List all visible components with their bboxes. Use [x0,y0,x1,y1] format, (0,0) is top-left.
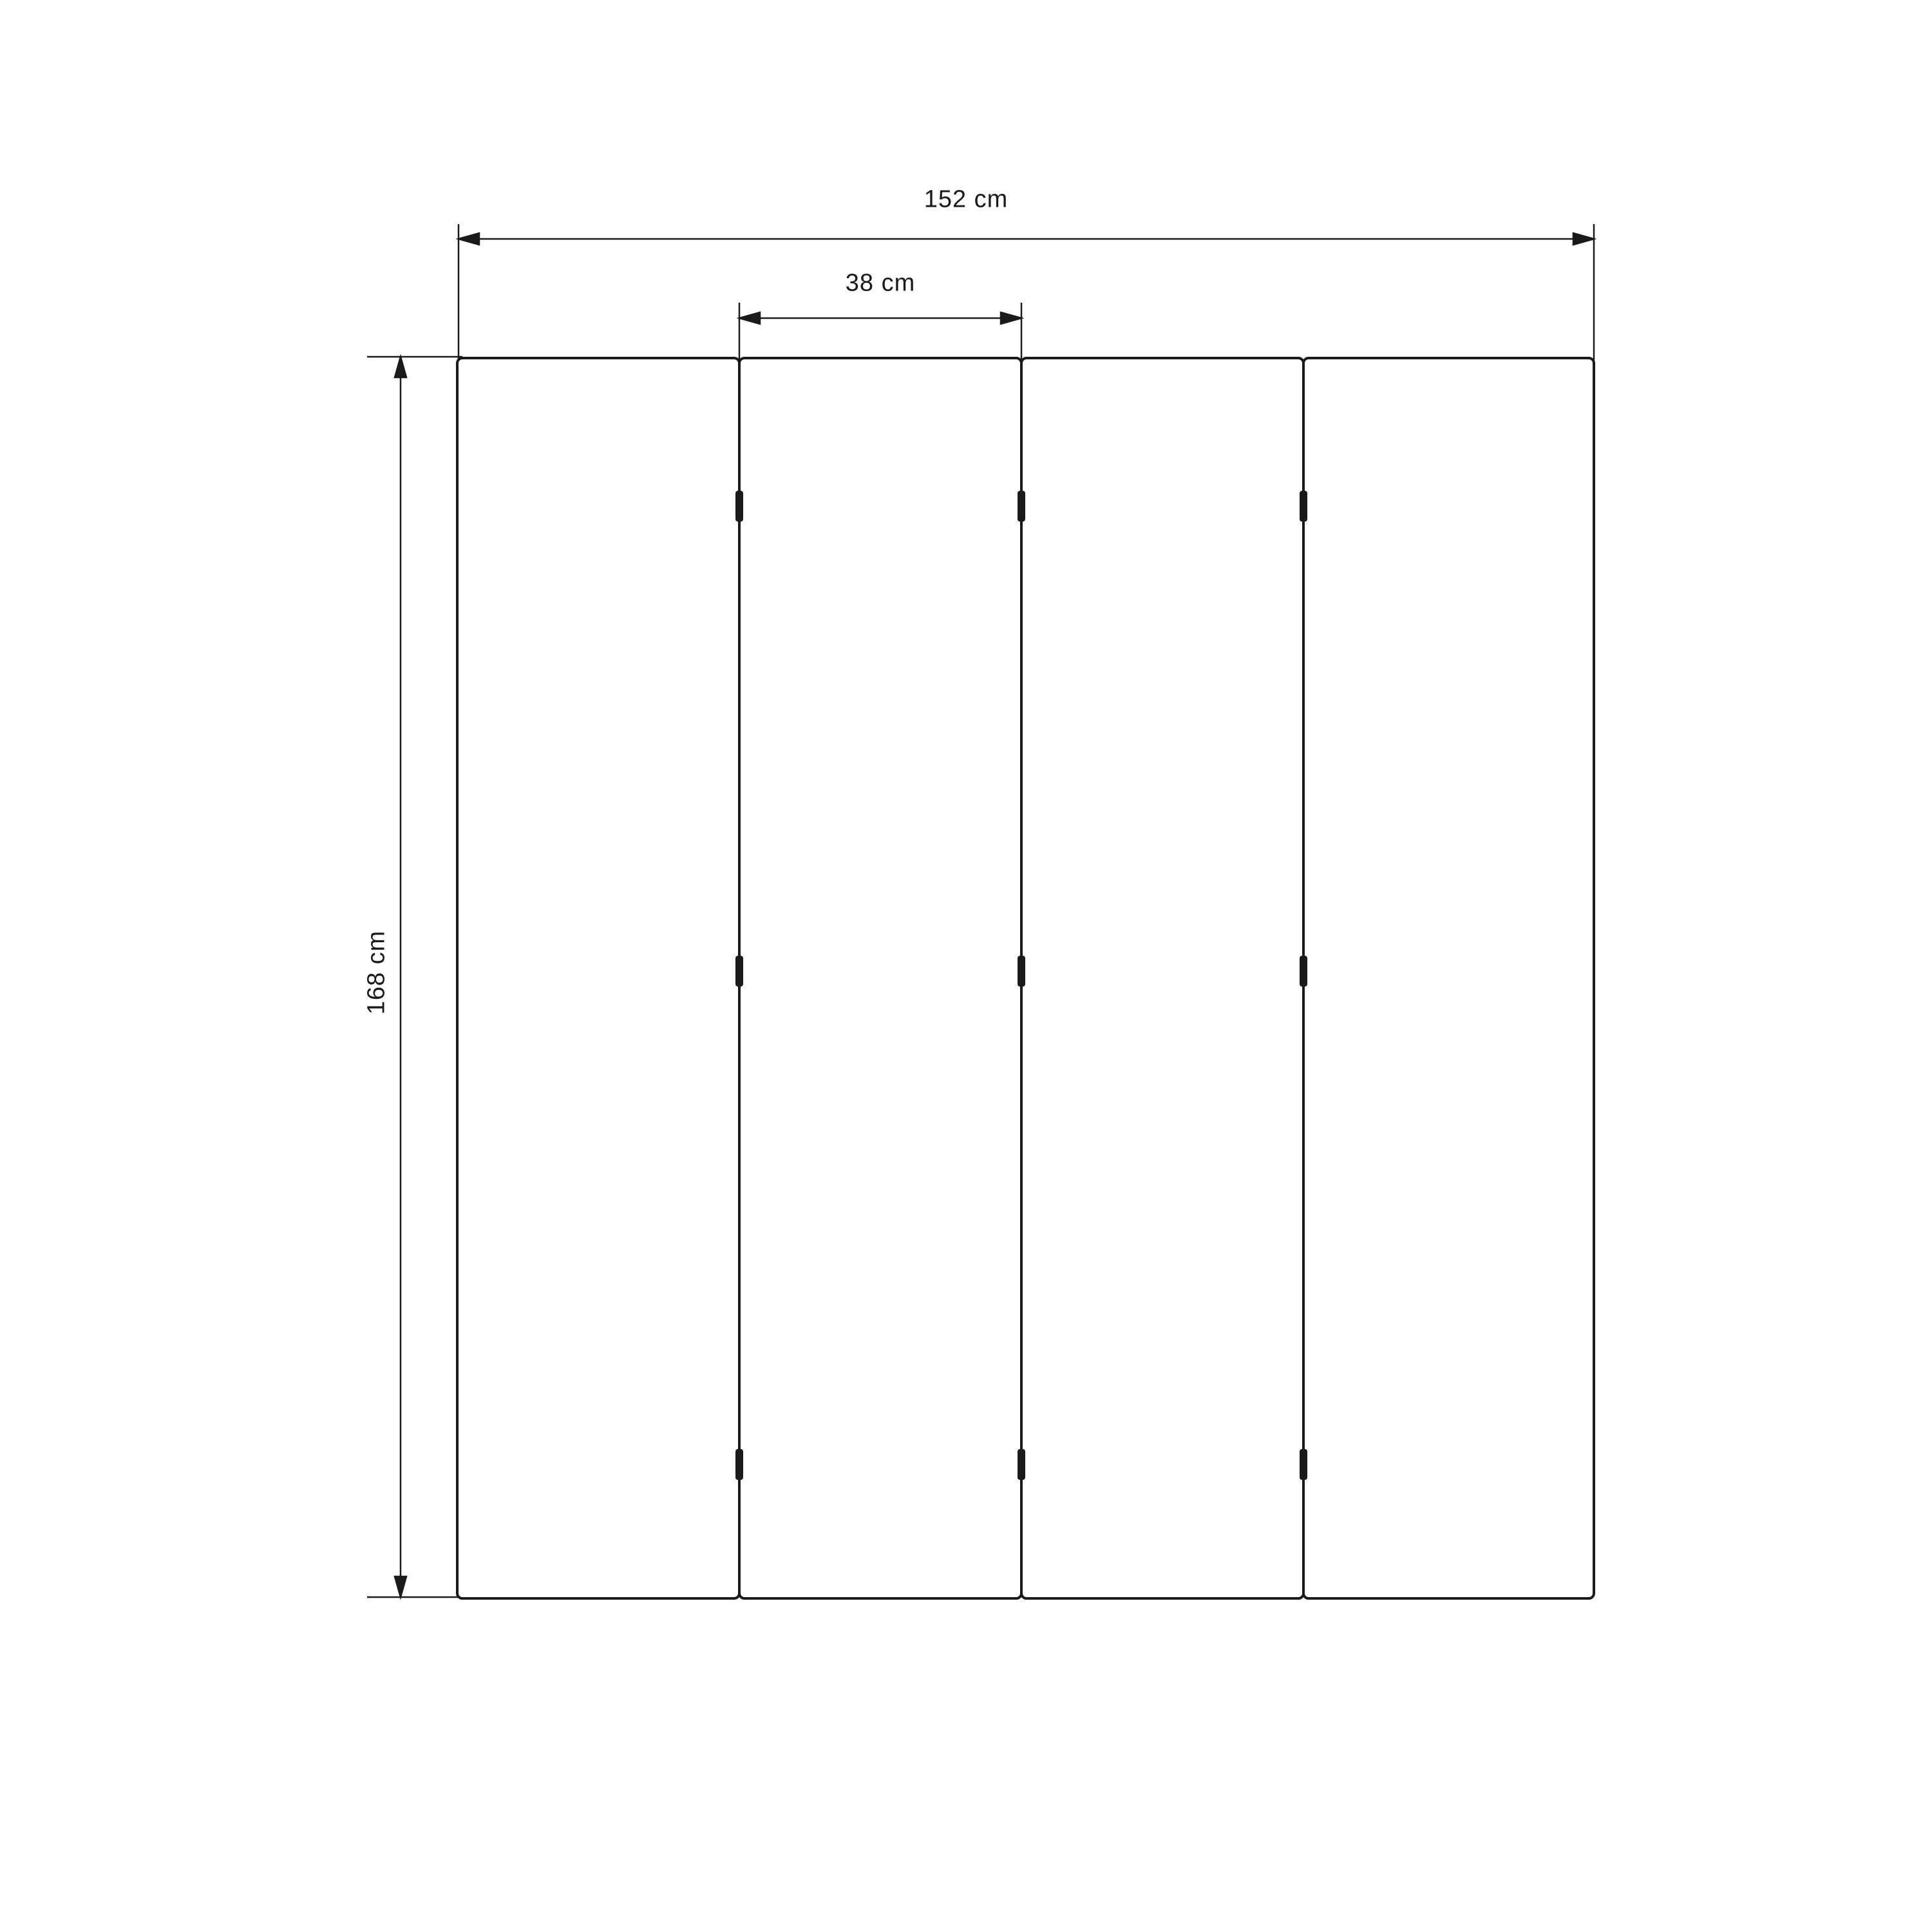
dimension-label-height: 168 cm [363,930,390,1015]
dimension-panel-width [739,312,1021,324]
panel-4[interactable] [1303,358,1594,1598]
hinge-seam3-top [1300,491,1307,522]
panel-1[interactable] [457,358,739,1598]
panel-2[interactable] [739,358,1021,1598]
arrowhead-total-left [459,233,479,245]
panel-3[interactable] [1021,358,1303,1598]
hinge-seam1-top [735,491,743,522]
dimension-height [395,357,406,1597]
arrowhead-height-bottom [395,1577,406,1597]
dimension-label-panel-width: 38 cm [845,269,916,297]
room-divider-panels [457,358,1594,1598]
arrowhead-panel-right [1001,312,1021,324]
hinge-seam3-middle [1300,956,1307,987]
hinge-seam2-bottom [1018,1449,1025,1480]
arrowhead-total-right [1573,233,1594,245]
hinge-seam2-top [1018,491,1025,522]
hinge-seam1-bottom [735,1449,743,1480]
dimension-total-width [459,233,1594,245]
dimension-label-total-width: 152 cm [923,185,1009,213]
arrowhead-height-top [395,357,406,377]
hinge-seam1-middle [735,956,743,987]
arrowhead-panel-left [739,312,760,324]
hinge-seam2-middle [1018,956,1025,987]
hinge-seam3-bottom [1300,1449,1307,1480]
